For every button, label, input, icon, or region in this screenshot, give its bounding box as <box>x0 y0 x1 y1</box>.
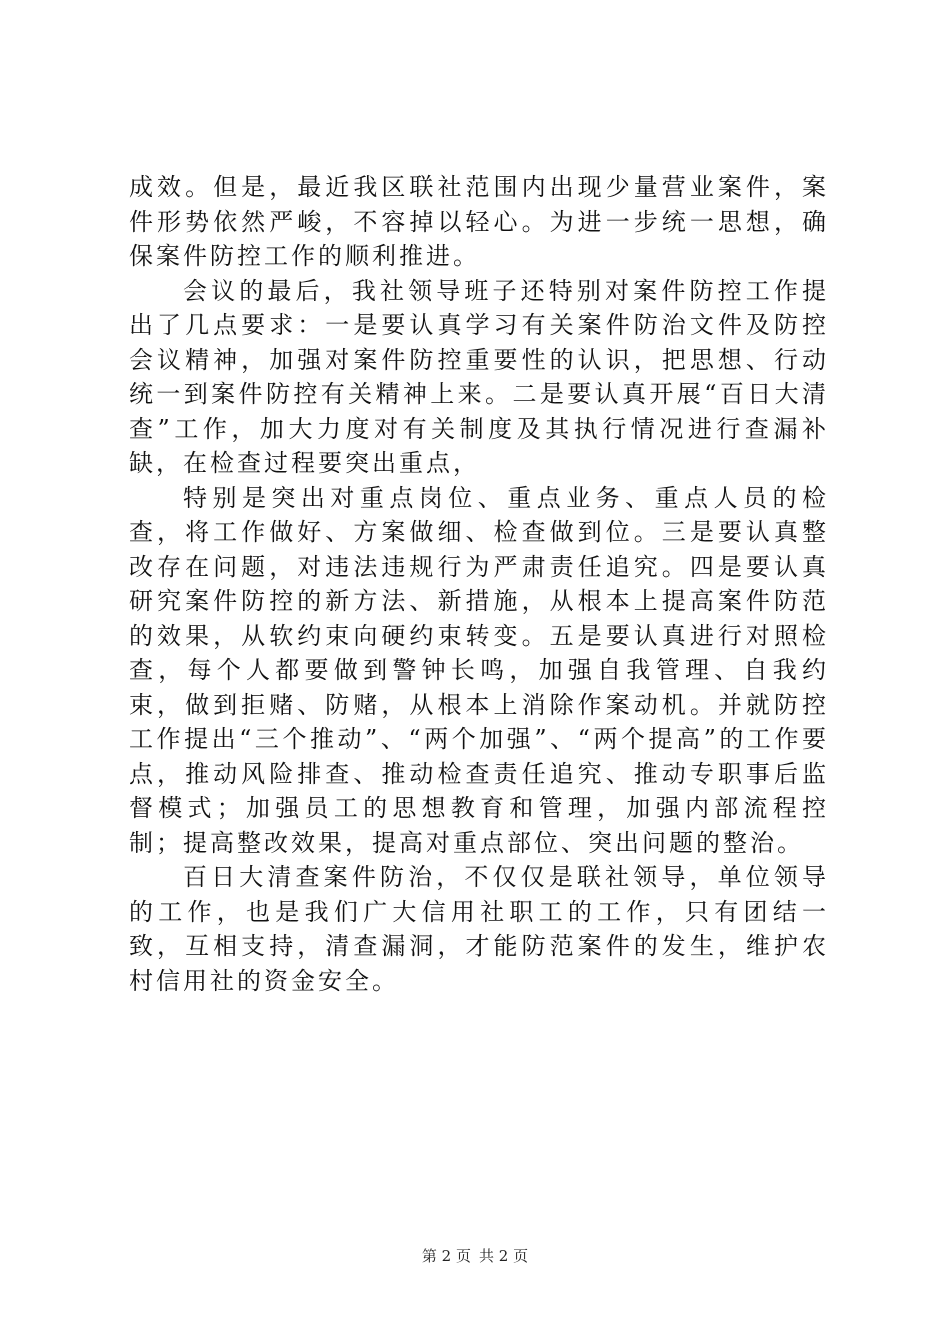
paragraph-continuation: 成效。但是，最近我区联社范围内出现少量营业案件，案件形势依然严峻，不容掉以轻心。为进一步统一思想，确保案件防控工作的顺利推进。 <box>129 173 829 270</box>
page-total: 共 2 页 <box>479 1247 529 1265</box>
page-footer <box>0 1245 950 1266</box>
paragraph-key-inspection: 特别是突出对重点岗位、重点业务、重点人员的检查，将工作做好、方案做细、检查做到位。三是要认真整改存在问题，对违法违规行为严肃责任追究。四是要认真研究案件防控的新方法、新措施，从根本上提高案件防范的效果，从软约束向硬约束转变。五是要认真进行对照检查，每个人都要做到警钟长鸣，加强自我管理、自我约束，做到拒赌、防赌，从根本上消除作案动机。并就防控工作提出“三个推动”、“两个加强”、“两个提高”的工作要点，推动风险排查、推动检查责任追究、推动专职事后监督模式；加强员工的思想教育和管理，加强内部流程控制；提高整改效果，提高对重点部位、突出问题的整治。 <box>129 483 829 857</box>
page-number: 第 2 页 <box>421 1247 471 1265</box>
document-body <box>129 170 829 998</box>
paragraph-conclusion: 百日大清查案件防治，不仅仅是联社领导，单位领导的工作，也是我们广大信用社职工的工作，只有团结一致，互相支持，清查漏洞，才能防范案件的发生，维护农村信用社的资金安全。 <box>129 863 829 995</box>
paragraph-meeting-requirements: 会议的最后，我社领导班子还特别对案件防控工作提出了几点要求：一是要认真学习有关案件防治文件及防控会议精神，加强对案件防控重要性的认识，把思想、行动统一到案件防控有关精神上来。二是要认真开展“百日大清查”工作，加大力度对有关制度及其执行情况进行查漏补缺，在检查过程要突出重点， <box>129 276 829 477</box>
